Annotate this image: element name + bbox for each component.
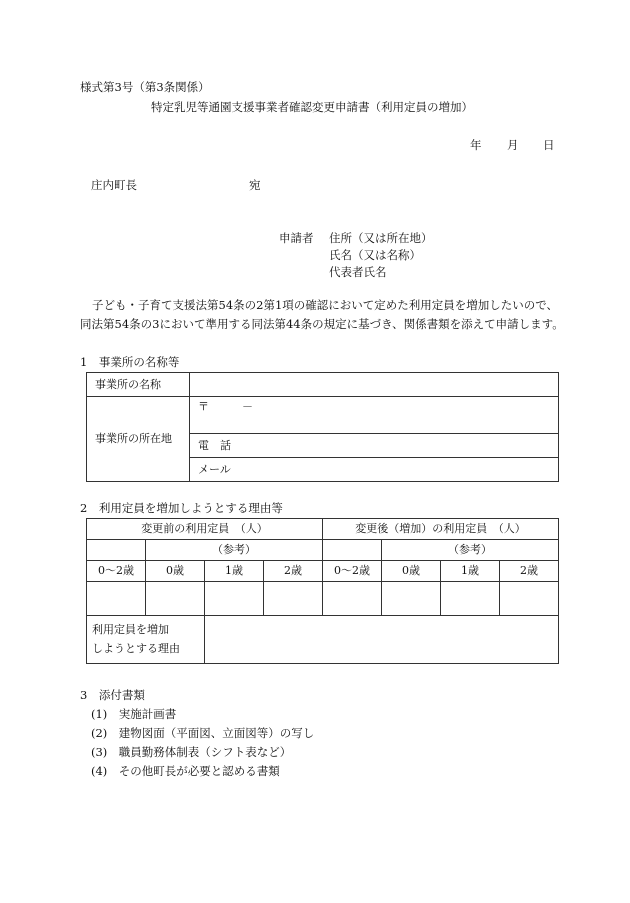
attachment-item: (1) 実施計画書 <box>91 707 177 721</box>
applicant-representative: 代表者氏名 <box>329 265 387 279</box>
postal-code-cell[interactable]: 〒 － <box>190 397 559 434</box>
attachment-item: (4) その他町長が必要と認める書類 <box>91 764 280 778</box>
age-header: 0～2歳 <box>87 561 146 582</box>
date-month: 月 <box>507 138 519 152</box>
facility-name-cell[interactable] <box>190 373 559 397</box>
reason-label-line1: 利用定員を増加 <box>92 622 169 636</box>
before-reference-header: （参考） <box>146 540 323 561</box>
date-day: 日 <box>543 138 555 152</box>
email-cell[interactable]: メール <box>190 458 559 482</box>
body-text-line2: 同法第54条の3において準用する同法第44条の規定に基づき、関係書類を添えて申請します。 <box>80 317 564 331</box>
section3-heading: 3 添付書類 <box>80 688 145 702</box>
date-year: 年 <box>470 138 482 152</box>
form-number: 様式第3号（第3条関係） <box>80 80 210 94</box>
capacity-value-cell[interactable] <box>382 582 441 616</box>
capacity-value-cell[interactable] <box>205 582 264 616</box>
section1-heading: 1 事業所の名称等 <box>80 355 180 369</box>
after-capacity-header: 変更後（増加）の利用定員 （人） <box>323 519 559 540</box>
after-reference-header: （参考） <box>382 540 559 561</box>
before-capacity-header: 変更前の利用定員 （人） <box>87 519 323 540</box>
addressee-name: 庄内町長 <box>91 178 137 192</box>
facility-location-label: 事業所の所在地 <box>87 397 190 482</box>
age-header: 2歳 <box>264 561 323 582</box>
document-title: 特定乳児等通園支援事業者確認変更申請書（利用定員の増加） <box>151 100 473 114</box>
applicant-address: 住所（又は所在地） <box>329 231 433 245</box>
section2-heading: 2 利用定員を増加しようとする理由等 <box>80 501 283 515</box>
age-header: 1歳 <box>441 561 500 582</box>
capacity-value-cell[interactable] <box>264 582 323 616</box>
after-total-spacer <box>323 540 382 561</box>
facility-name-label: 事業所の名称 <box>87 373 190 397</box>
capacity-value-cell[interactable] <box>500 582 559 616</box>
capacity-value-cell[interactable] <box>87 582 146 616</box>
attachment-item: (3) 職員勤務体制表（シフト表など） <box>91 745 292 759</box>
capacity-table <box>86 518 559 664</box>
facility-table <box>86 372 559 482</box>
addressee-suffix: 宛 <box>249 178 261 192</box>
before-total-spacer <box>87 540 146 561</box>
age-header: 1歳 <box>205 561 264 582</box>
age-header: 0歳 <box>382 561 441 582</box>
capacity-value-cell[interactable] <box>323 582 382 616</box>
age-header: 0歳 <box>146 561 205 582</box>
applicant-label: 申請者 <box>279 231 314 245</box>
attachment-item: (2) 建物図面（平面図、立面図等）の写し <box>91 726 315 740</box>
body-text-line1: 子ども・子育て支援法第54条の2第1項の確認において定めた利用定員を増加したいので、 <box>92 298 559 312</box>
age-header: 2歳 <box>500 561 559 582</box>
reason-label-line2: しようとする理由 <box>92 641 180 655</box>
reason-cell[interactable] <box>205 616 559 664</box>
capacity-value-cell[interactable] <box>146 582 205 616</box>
reason-label <box>87 616 205 664</box>
capacity-value-cell[interactable] <box>441 582 500 616</box>
age-header: 0～2歳 <box>323 561 382 582</box>
phone-cell[interactable]: 電 話 <box>190 434 559 458</box>
applicant-name: 氏名（又は名称） <box>329 248 421 262</box>
